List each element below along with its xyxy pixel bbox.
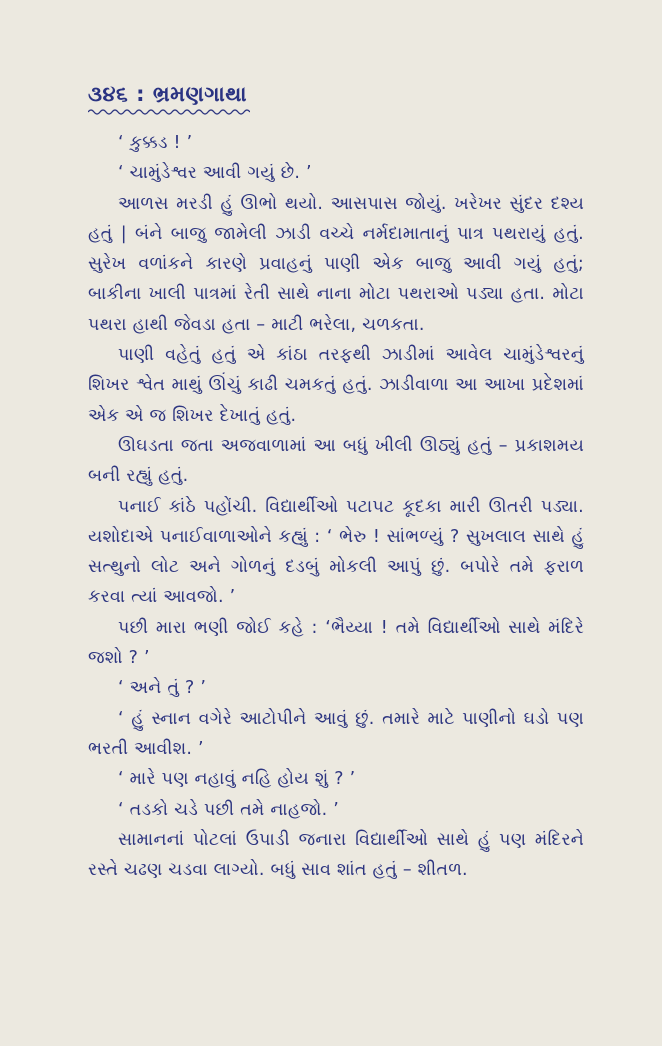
paragraph: ‘ કુક્કડ ! ’ bbox=[118, 133, 193, 153]
body-text bbox=[88, 128, 584, 885]
paragraph: ‘ ચામુંડેશ્વર આવી ગયું છે. ’ bbox=[118, 163, 312, 184]
running-header bbox=[88, 82, 247, 107]
paragraph: ‘ અને તું ? ’ bbox=[118, 678, 207, 699]
page-number: ૩૪૬ bbox=[88, 82, 129, 106]
paragraph: ઊઘડતા જતા અજવાળામાં આ બધું ખીલી ઊઠ્યું હતું – પ્રકાશમય બની રહ્યું હતું. bbox=[88, 435, 584, 487]
paragraph: આળસ મરડી હું ઊભો થયો. આસપાસ જોયું. ખરેખર સુંદર દશ્ય હતું | બંને બાજુ જામેલી ઝાડી વચ્ચે નર્મદામાતાનું પાત્ર પથરાયું હતું. સુરેખ વળાંકને કારણે પ્રવાહનું પાણી એક બાજુ આવી ગયું હતું; બાકીના ખાલી પાત્રમાં રેતી સાથે નાના મોટા પથરાઓ પડ્યા હતા. મોટા પથરા હાથી જેવડા હતા – માટી ભરેલા, ચળકતા. bbox=[88, 193, 584, 335]
book-title: ભ્રમણગાથા bbox=[152, 82, 247, 106]
paragraph: પછી મારા ભણી જોઈ કહે : ‘ભૈય્યા ! તમે વિદ્યાર્થીઓ સાથે મંદિરે જશો ? ’ bbox=[88, 617, 584, 669]
header-separator: : bbox=[136, 82, 145, 106]
paragraph: સામાનનાં પોટલાં ઉપાડી જનારા વિદ્યાર્થીઓ સાથે હું પણ મંદિરને રસ્તે ચઢણ ચડવા લાગ્યો. બધું સાવ શાંત હતું – શીતળ. bbox=[88, 829, 584, 881]
paragraph: ‘ મારે પણ નહાવું નહિ હોય શું ? ’ bbox=[118, 769, 356, 790]
paragraph: ‘ હું સ્નાન વગેરે આટોપીને આવું છું. તમારે માટે પાણીનો ઘડો પણ ભરતી આવીશ. ’ bbox=[88, 708, 584, 759]
paragraph: ‘ તડકો ચડે પછી તમે નાહજો. ’ bbox=[118, 799, 340, 820]
header-wavy-underline bbox=[88, 108, 250, 116]
paragraph: પનાઈ કાંઠે પહોંચી. વિદ્યાર્થીઓ પટાપટ કૂદકા મારી ઊતરી પડ્યા. યશોદાએ પનાઈવાળાઓને કહ્યું : ‘ ભેરુ ! સાંભળ્યું ? સુખલાલ સાથે હું સત્થુનો લોટ અને ગોળનું દડબું મોકલી આપું છું. બપોરે તમે ફરાળ કરવા ત્યાં આવજો. ’ bbox=[88, 496, 584, 608]
paragraph: પાણી વહેતું હતું એ કાંઠા તરફથી ઝાડીમાં આવેલ ચામુંડેશ્વરનું શિખર શ્વેત માથું ઊંચું કાઢી ચમકતું હતું. ઝાડીવાળા આ આખા પ્રદેશમાં એક એ જ શિખર દેખાતું હતું. bbox=[88, 345, 584, 426]
